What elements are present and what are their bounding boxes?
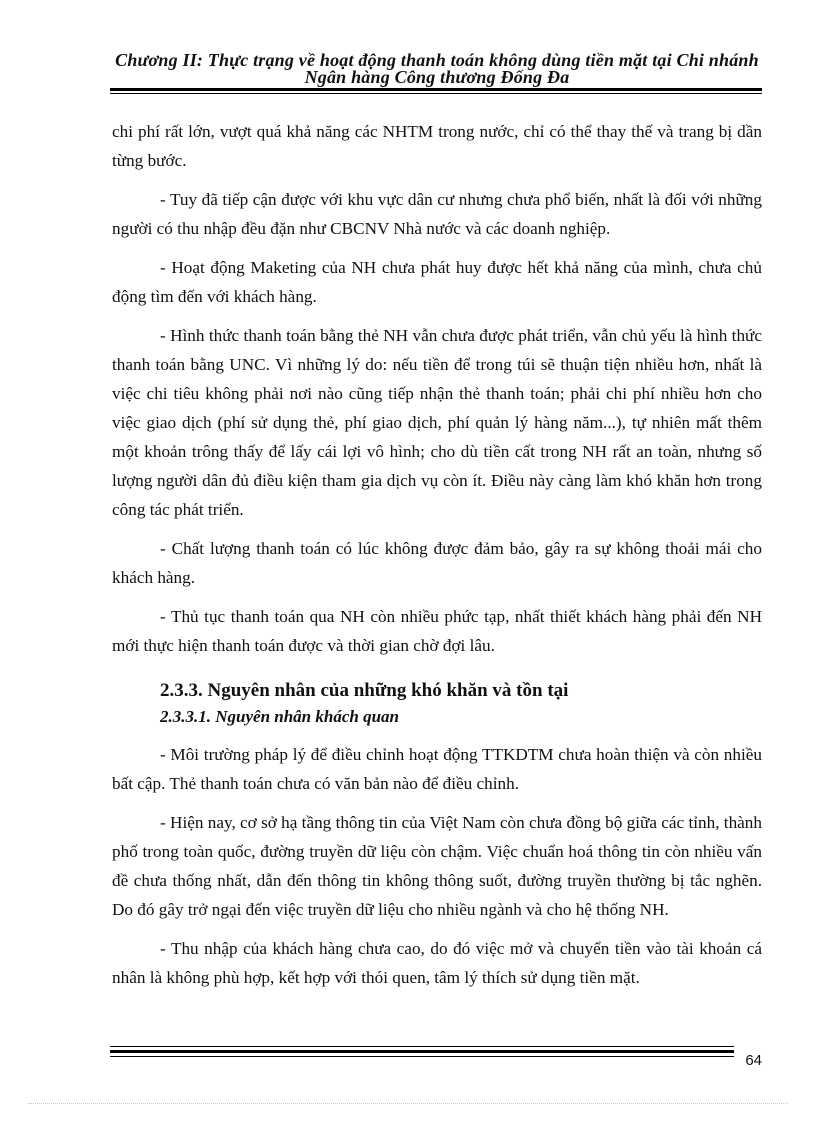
paragraph: - Thu nhập của khách hàng chưa cao, do đó việc mở và chuyển tiền vào tài khoản cá nhân là không phù hợp, kết hợp với thói quen, tâm lý thích sử dụng tiền mặt. bbox=[112, 939, 762, 987]
header-rule-thin bbox=[110, 93, 762, 94]
page-header bbox=[112, 52, 762, 86]
paragraph: - Chất lượng thanh toán có lúc không được đảm bảo, gây ra sự không thoải mái cho khách hàng. bbox=[112, 539, 762, 587]
paragraph: - Hiện nay, cơ sở hạ tầng thông tin của Việt Nam còn chưa đồng bộ giữa các tỉnh, thành phố trong toàn quốc, đường truyền dữ liệu còn chậm. Việc chuẩn hoá thông tin còn nhiều vấn đề chưa thống nhất, dẫn đến thông tin không thông suốt, đường truyền thường bị tắc nghẽn. Do đó gây trở ngại đến việc truyền dữ liệu cho nhiều ngành và cho hệ thống NH. bbox=[112, 813, 762, 919]
section-heading: 2.3.3. Nguyên nhân của những khó khăn và tồn tại bbox=[160, 680, 569, 701]
paragraph: - Thủ tục thanh toán qua NH còn nhiều phức tạp, nhất thiết khách hàng phải đến NH mới thực hiện thanh toán được và thời gian chờ đợi lâu. bbox=[112, 607, 762, 655]
header-rule-thick bbox=[110, 88, 762, 91]
page-body bbox=[112, 117, 762, 1002]
paragraph: chi phí rất lớn, vượt quá khả năng các NHTM trong nước, chỉ có thể thay thế và trang bị dần từng bước. bbox=[112, 122, 762, 170]
page-number: 64 bbox=[745, 1052, 762, 1069]
footer-rule-bottom bbox=[110, 1056, 734, 1057]
paragraph: - Hoạt động Maketing của NH chưa phát huy được hết khả năng của mình, chưa chủ động tìm đến với khách hàng. bbox=[112, 258, 762, 306]
paragraph: - Tuy đã tiếp cận được với khu vực dân cư nhưng chưa phổ biến, nhất là đối với những người có thu nhập đều đặn như CBCNV Nhà nước và các doanh nghiệp. bbox=[112, 190, 762, 238]
subsection-heading: 2.3.3.1. Nguyên nhân khách quan bbox=[160, 707, 400, 726]
paragraph: - Môi trường pháp lý để điều chỉnh hoạt động TTKDTM chưa hoàn thiện và còn nhiều bất cập. Thẻ thanh toán chưa có văn bản nào để điều chỉnh. bbox=[112, 745, 762, 793]
chapter-title: Chương II: Thực trạng về hoạt động thanh toán không dùng tiền mặt tại Chi nhánh Ngân hàng Công thương Đống Đa bbox=[115, 50, 759, 87]
footer-rule-top bbox=[110, 1046, 734, 1047]
page-edge-dotted-line bbox=[28, 1103, 788, 1104]
paragraph: - Hình thức thanh toán bằng thẻ NH vẫn chưa được phát triển, vẫn chủ yếu là hình thức thanh toán bằng UNC. Vì những lý do: nếu tiền để trong túi sẽ thuận tiện nhiều hơn, nhất là việc chi tiêu không phải nơi nào cũng tiếp nhận thẻ thanh toán; phải chi phí nhiều hơn cho việc giao dịch (phí sử dụng thẻ, phí giao dịch, phí quản lý hàng năm...), tự nhiên mất thêm một khoản trông thấy để lấy cái lợi vô hình; cho dù tiền cất trong NH rất an toàn, nhưng số lượng người dân đủ điều kiện tham gia dịch vụ còn ít. Điều này càng làm khó khăn hơn trong công tác phát triển. bbox=[112, 326, 762, 519]
footer-rule-thick bbox=[110, 1050, 734, 1053]
